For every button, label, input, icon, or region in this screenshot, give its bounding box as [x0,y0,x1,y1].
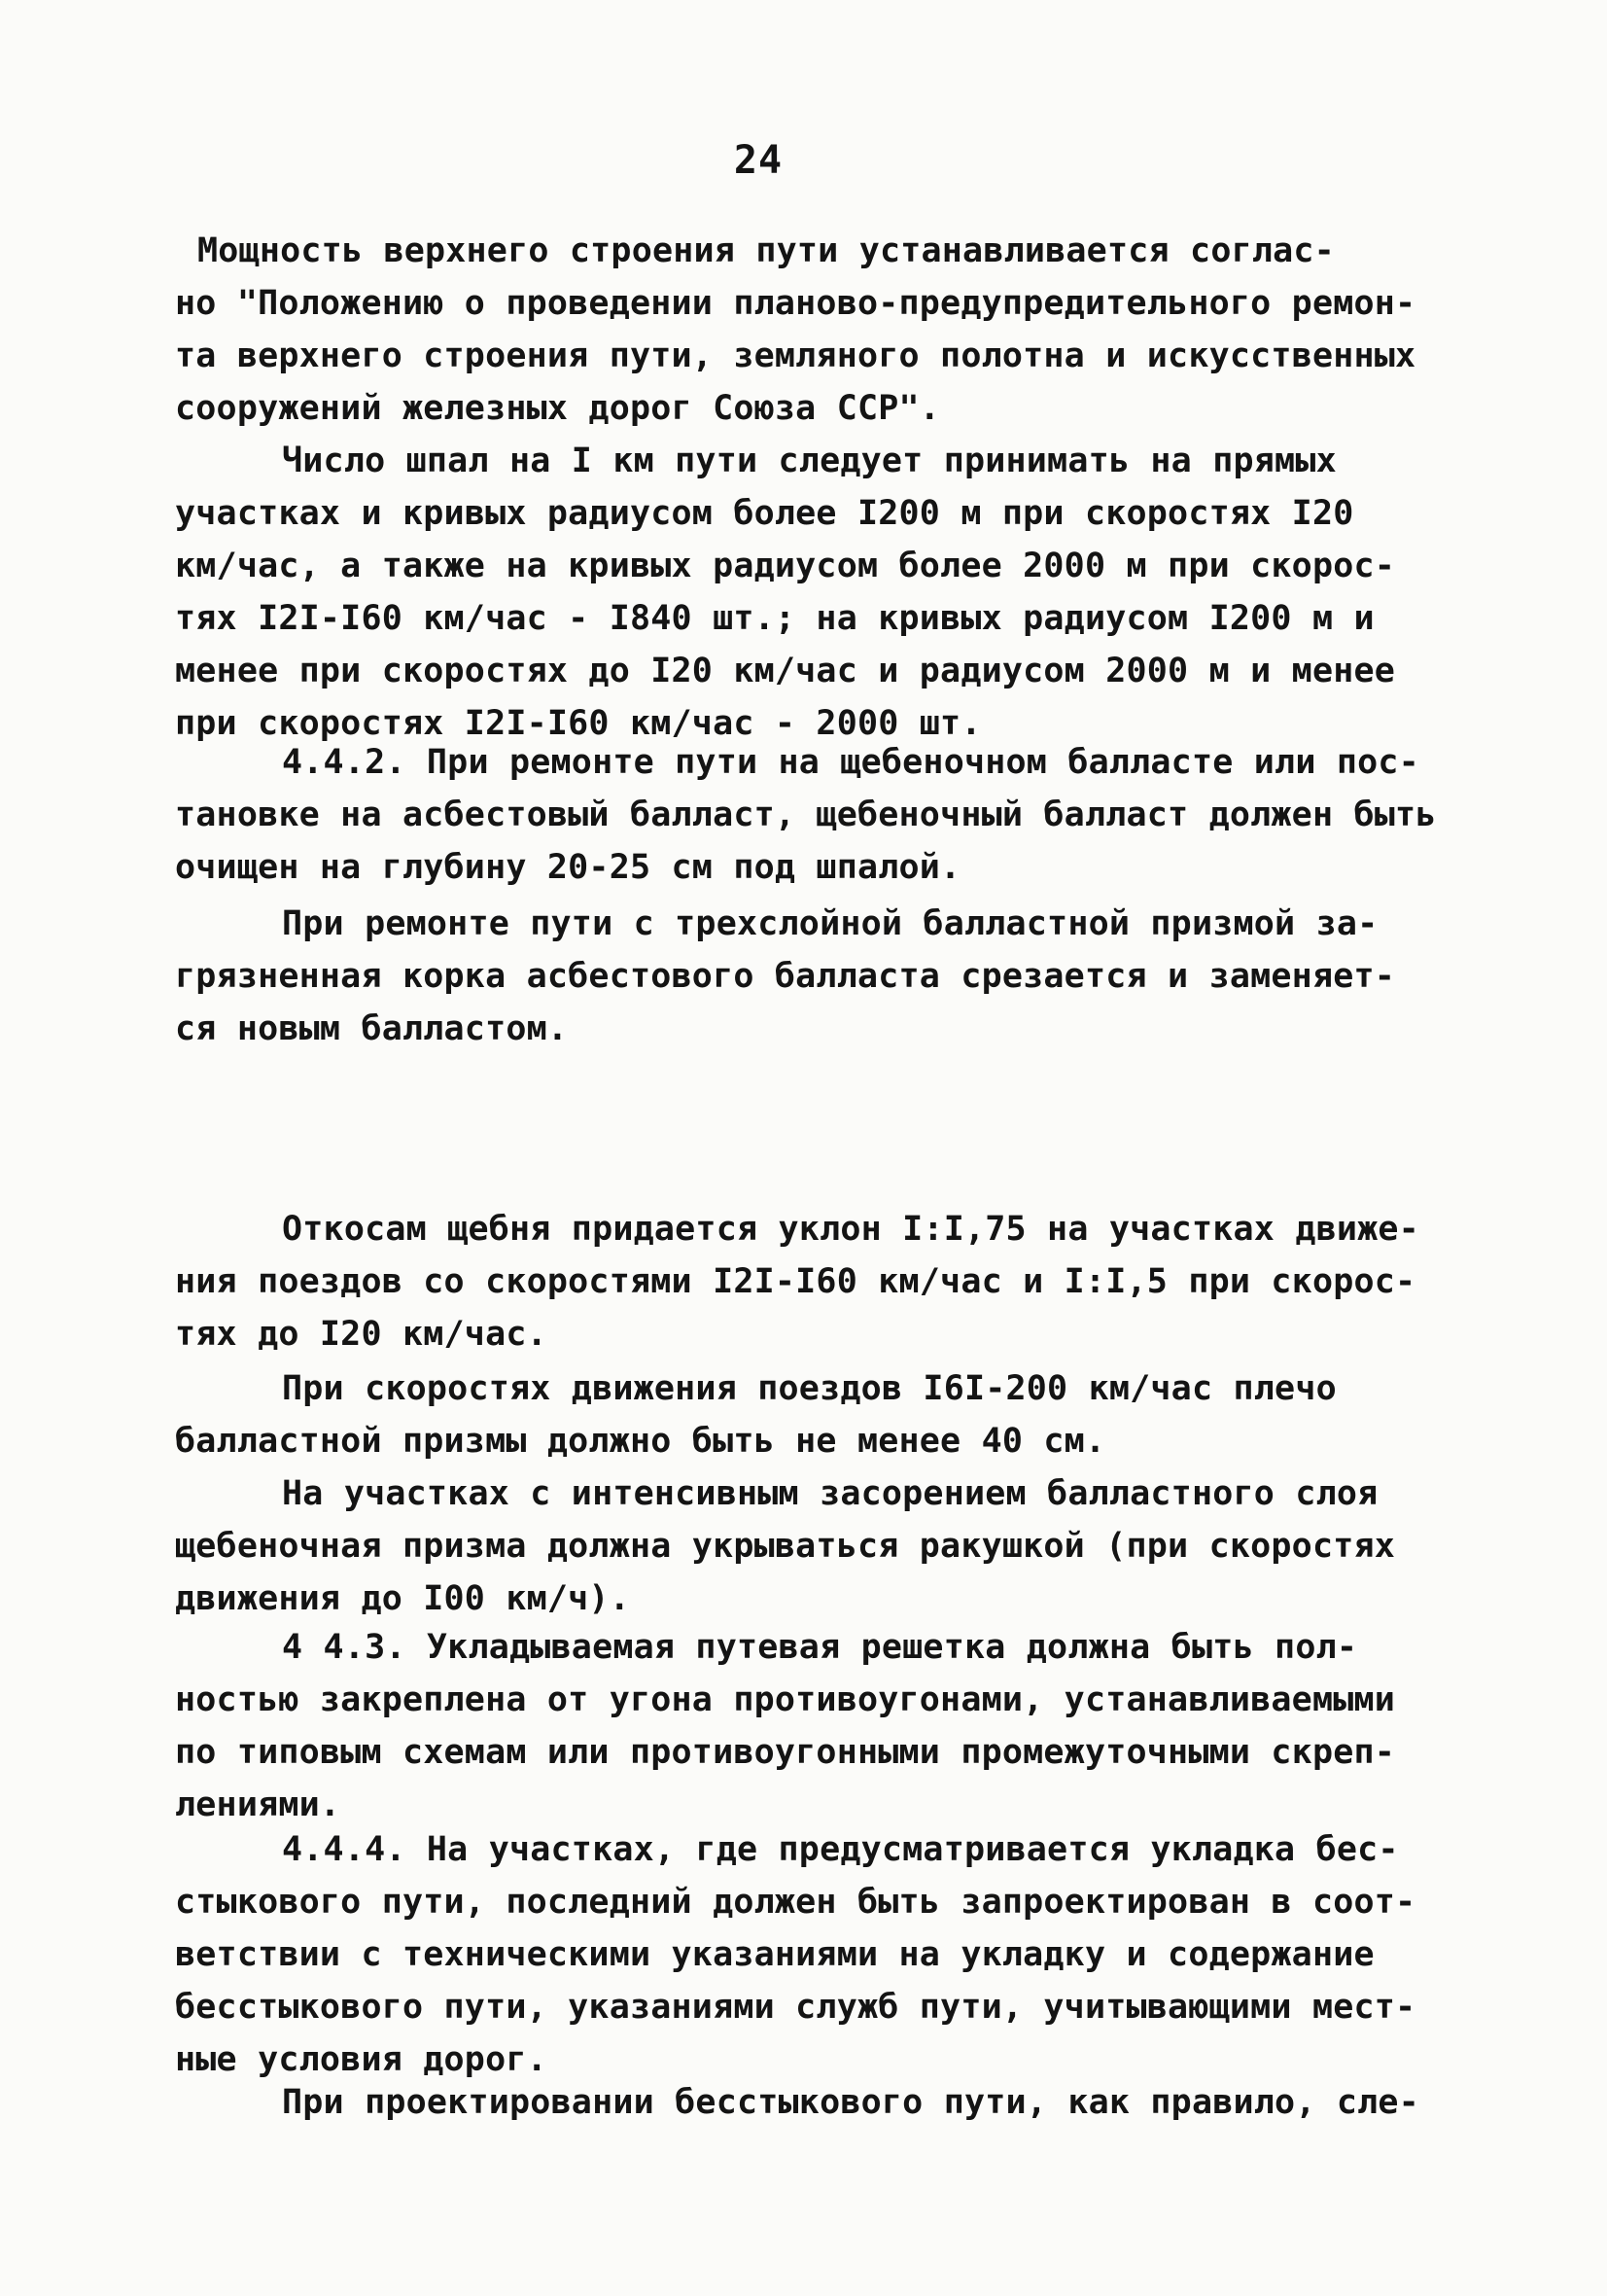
text-line: При проектировании бесстыкового пути, как правило, сле- [282,2083,1419,2122]
text-line: грязненная корка асбестового балласта срезается и заменяет- [175,957,1396,996]
text-line: Число шпал на I км пути следует принимать на прямых [282,442,1337,480]
text-line: очищен на глубину 20-25 см под шпалой. [175,848,961,887]
text-line: лениями. [175,1785,341,1824]
text-line: 4.4.4. На участках, где предусматривается укладка бес- [282,1830,1399,1869]
text-line: при скоростях I2I-I60 км/час - 2000 шт. [175,704,982,743]
text-line: ния поездов со скоростями I2I-I60 км/час и I:I,5 при скорос- [175,1262,1416,1301]
text-line: балластной призмы должно быть не менее 40 см. [175,1422,1106,1461]
text-line: щебеночная призма должна укрываться ракушкой (при скоростях [175,1527,1396,1566]
text-line: сооружений железных дорог Союза ССР". [175,389,941,428]
text-line: тях I2I-I60 км/час - I840 шт.; на кривых радиусом I200 м и [175,599,1375,638]
text-line: ветствии с техническими указаниями на укладку и содержание [175,1935,1375,1974]
text-line: бесстыкового пути, указаниями служб пути, учитывающими мест- [175,1988,1416,2027]
text-line: тановке на асбестовый балласт, щебеночный балласт должен быть [175,795,1437,834]
text-line: ся новым балластом. [175,1009,569,1048]
text-line: 4.4.2. При ремонте пути на щебеночном балласте или пос- [282,743,1419,782]
text-line: При ремонте пути с трехслойной балластной призмой за- [282,904,1379,943]
text-line: Мощность верхнего строения пути устанавливается соглас- [197,231,1335,270]
text-line: менее при скоростях до I20 км/час и радиусом 2000 м и менее [175,652,1396,690]
text-line: движения до I00 км/ч). [175,1579,630,1618]
text-line: ностью закреплена от угона противоугонами, устанавливаемыми [175,1680,1396,1719]
text-line: стыкового пути, последний должен быть запроектирован в соот- [175,1883,1416,1922]
text-line: км/час, а также на кривых радиусом более 2000 м при скорос- [175,547,1396,585]
text-line: При скоростях движения поездов I6I-200 км/час плечо [282,1369,1337,1408]
text-line: Откосам щебня придается уклон I:I,75 на участках движе- [282,1210,1419,1249]
text-line: по типовым схемам или противоугонными промежуточными скреп- [175,1733,1396,1772]
text-line: тях до I20 км/час. [175,1315,547,1354]
text-line: ные условия дорог. [175,2040,547,2079]
text-line: 4 4.3. Укладываемая путевая решетка должна быть пол- [282,1628,1358,1667]
text-line: та верхнего строения пути, земляного полотна и искусственных [175,336,1416,375]
text-line: На участках с интенсивным засорением балластного слоя [282,1474,1379,1513]
text-line: но "Положению о проведении планово-предупредительного ремон- [175,284,1416,323]
page-number: 24 [733,138,784,183]
text-line: участках и кривых радиусом более I200 м при скоростях I20 [175,494,1354,533]
